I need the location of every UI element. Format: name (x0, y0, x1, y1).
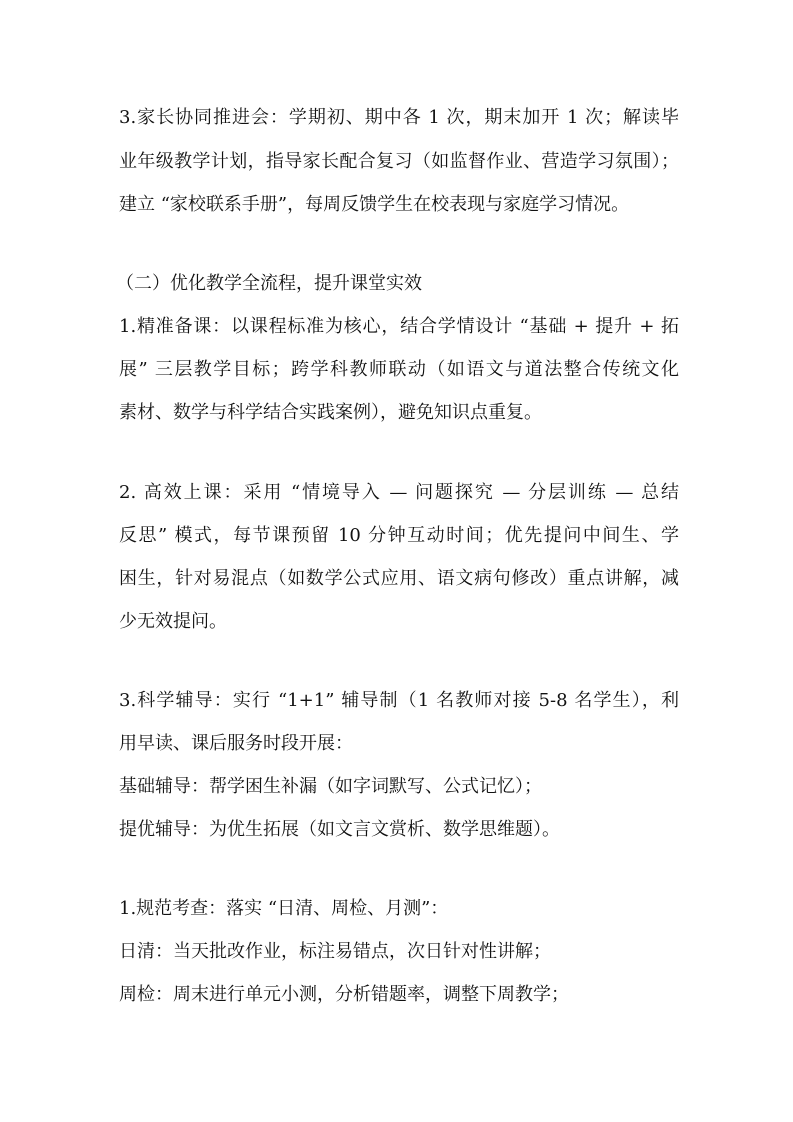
paragraph-line: 少无效提问。 (119, 611, 227, 632)
paragraph-line: 反思” 模式，每节课预留 10 分钟互动时间；优先提问中间生、学 (119, 525, 679, 546)
paragraph-line: 困生，针对易混点（如数学公式应用、语文病句修改）重点讲解，减 (119, 568, 679, 589)
paragraph-line: 日清：当天批改作业，标注易错点，次日针对性讲解； (119, 941, 551, 962)
paragraph-line: 素材、数学与科学结合实践案例），避免知识点重复。 (119, 402, 542, 423)
section-heading: （二）优化教学全流程，提升课堂实效 (116, 273, 422, 294)
paragraph-line: 3.家长协同推进会：学期初、期中各 1 次，期末加开 1 次；解读毕 (119, 107, 679, 128)
paragraph-line: 3.科学辅导：实行 “1+1” 辅导制（1 名教师对接 5-8 名学生），利 (119, 690, 679, 711)
paragraph-line: 1.规范考查：落实 “日清、周检、月测”： (119, 898, 449, 919)
paragraph-line: 2. 高效上课：采用 “情境导入 — 问题探究 — 分层训练 — 总结 (119, 482, 679, 503)
paragraph-line: 展” 三层教学目标；跨学科教师联动（如语文与道法整合传统文化 (119, 359, 679, 380)
paragraph-line: 业年级教学计划，指导家长配合复习（如监督作业、营造学习氛围）； (119, 151, 679, 172)
paragraph-line: 周检：周末进行单元小测，分析错题率，调整下周教学； (119, 984, 569, 1005)
paragraph-line: 建立 “家校联系手册”，每周反馈学生在校表现与家庭学习情况。 (119, 194, 630, 215)
paragraph-line: 1.精准备课：以课程标准为核心，结合学情设计 “基础 + 提升 + 拓 (119, 316, 679, 337)
paragraph-line: 提优辅导：为优生拓展（如文言文赏析、数学思维题）。 (119, 819, 560, 840)
paragraph-line: 用早读、课后服务时段开展： (119, 733, 353, 754)
paragraph-line: 基础辅导：帮学困生补漏（如字词默写、公式记忆）； (119, 776, 542, 797)
